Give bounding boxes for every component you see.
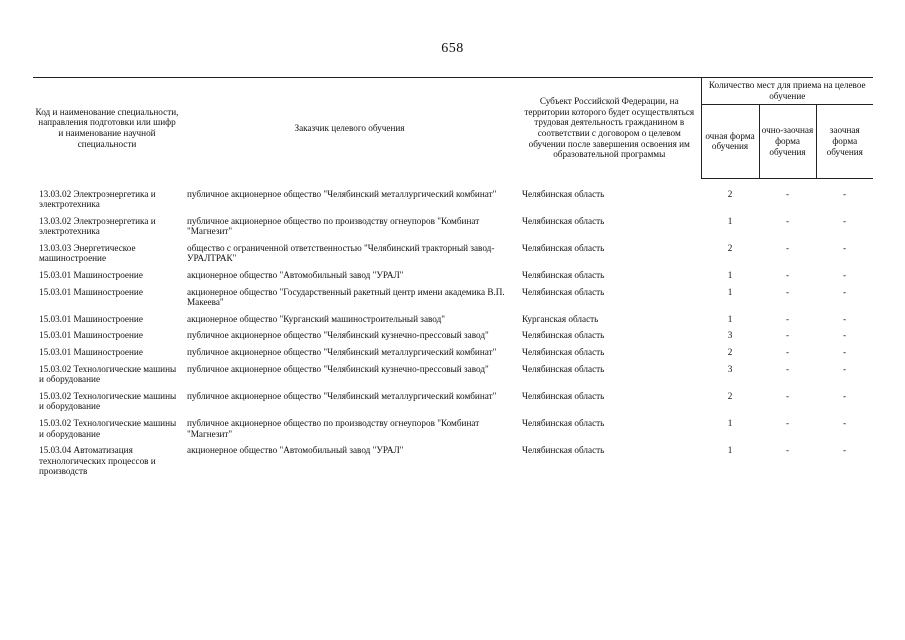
region-cell: Челябинская область <box>522 347 605 358</box>
part-time-places-cell: - <box>785 313 790 324</box>
part-time-places-cell: - <box>785 270 790 281</box>
region-cell: Челябинская область <box>522 390 605 401</box>
full-time-places-cell: 1 <box>727 215 733 226</box>
table-row <box>33 445 873 483</box>
customer-cell: публичное акционерное общество "Челябинский кузнечно-прессовый завод" <box>187 363 489 374</box>
table-row <box>33 216 873 243</box>
table-row <box>33 364 873 391</box>
region-cell: Челябинская область <box>522 418 605 428</box>
full-time-places-cell: 3 <box>727 363 733 374</box>
part-time-places-cell: - <box>785 188 790 199</box>
specialty-code-cell: 15.03.02 Технологические машины и оборудование <box>39 363 177 385</box>
part-time-places-cell: - <box>785 330 790 341</box>
page-number: 658 <box>441 41 464 56</box>
region-cell: Челябинская область <box>522 242 605 253</box>
customer-cell: публичное акционерное общество по производству огнеупоров "Комбинат "Магнезит" <box>187 215 480 237</box>
full-time-places-cell: 1 <box>727 445 733 456</box>
header-code-column: Код и наименование специальности, направления подготовки или шифр и наименование научной специальности <box>33 78 181 179</box>
customer-cell: публичное акционерное общество "Челябинский кузнечно-прессовый завод" <box>187 330 489 341</box>
customer-cell: акционерное общество "Автомобильный завод "УРАЛ" <box>187 445 404 456</box>
table-row <box>33 330 873 347</box>
part-time-places-cell: - <box>785 347 790 358</box>
correspondence-places-cell: - <box>842 347 847 358</box>
target-training-table <box>33 77 873 483</box>
correspondence-places-cell: - <box>842 242 847 253</box>
region-cell: Челябинская область <box>522 363 605 374</box>
customer-cell: акционерное общество "Государственный ракетный центр имени академика В.П. Макеева" <box>187 286 505 308</box>
part-time-places-cell: - <box>785 286 790 297</box>
table-row <box>33 189 873 216</box>
specialty-code-cell: 15.03.04 Автоматизация технологических процессов и производств <box>39 445 156 477</box>
correspondence-places-cell: - <box>842 270 847 281</box>
correspondence-places-cell: - <box>842 313 847 324</box>
correspondence-places-cell: - <box>842 390 847 401</box>
correspondence-places-cell: - <box>842 418 847 428</box>
full-time-places-cell: 1 <box>727 286 733 297</box>
correspondence-places-cell: - <box>842 286 847 297</box>
customer-cell: акционерное общество "Автомобильный завод "УРАЛ" <box>187 270 404 281</box>
region-cell: Челябинская область <box>522 270 605 281</box>
specialty-code-cell: 15.03.01 Машиностроение <box>39 347 143 358</box>
region-cell: Челябинская область <box>522 286 605 297</box>
full-time-places-cell: 2 <box>727 347 733 358</box>
correspondence-places-cell: - <box>842 445 847 456</box>
region-cell: Челябинская область <box>522 445 605 456</box>
region-cell: Курганская область <box>522 313 599 324</box>
full-time-places-cell: 2 <box>727 390 733 401</box>
specialty-code-cell: 15.03.01 Машиностроение <box>39 286 143 297</box>
correspondence-places-cell: - <box>842 363 847 374</box>
part-time-places-cell: - <box>785 215 790 226</box>
header-region-column: Субъект Российской Федерации, на территории которого будет осуществляться трудовая деятельность гражданином в соответствии с договором о целевом обучении после завершения освоения им образовательной программы <box>518 78 701 179</box>
table-row <box>33 347 873 364</box>
part-time-places-cell: - <box>785 445 790 456</box>
specialty-code-cell: 15.03.01 Машиностроение <box>39 270 143 281</box>
table-row <box>33 243 873 270</box>
table-body <box>33 178 873 483</box>
customer-cell: публичное акционерное общество "Челябинский металлургический комбинат" <box>187 347 497 358</box>
full-time-places-cell: 1 <box>727 418 733 428</box>
full-time-places-cell: 2 <box>727 188 733 199</box>
customer-cell: публичное акционерное общество "Челябинский металлургический комбинат" <box>187 188 497 199</box>
full-time-places-cell: 2 <box>727 242 733 253</box>
header-form-corr: заочная форма обучения <box>816 105 873 179</box>
header-customer-column: Заказчик целевого обучения <box>181 78 518 179</box>
region-cell: Челябинская область <box>522 188 605 199</box>
header-form-part: очно-заочная форма обучения <box>759 105 816 179</box>
specialty-code-cell: 13.03.02 Электроэнергетика и электротехника <box>39 188 156 210</box>
region-cell: Челябинская область <box>522 330 605 341</box>
table-header <box>33 78 873 179</box>
specialty-code-cell: 15.03.01 Машиностроение <box>39 330 143 341</box>
part-time-places-cell: - <box>785 418 790 428</box>
customer-cell: публичное акционерное общество по производству огнеупоров "Комбинат "Магнезит" <box>187 418 480 439</box>
header-form-full: очная форма обучения <box>701 105 759 179</box>
region-cell: Челябинская область <box>522 215 605 226</box>
part-time-places-cell: - <box>785 390 790 401</box>
full-time-places-cell: 3 <box>727 330 733 341</box>
part-time-places-cell: - <box>785 363 790 374</box>
table-row <box>33 391 873 418</box>
specialty-code-cell: 15.03.01 Машиностроение <box>39 313 143 324</box>
customer-cell: общество с ограниченной ответственностью "Челябинский тракторный завод-УРАЛТРАК" <box>187 242 495 264</box>
specialty-code-cell: 15.03.02 Технологические машины и оборудование <box>39 390 177 412</box>
table-row <box>33 314 873 331</box>
correspondence-places-cell: - <box>842 188 847 199</box>
specialty-code-cell: 13.03.03 Энергетическое машиностроение <box>39 242 136 264</box>
customer-cell: акционерное общество "Курганский машиностроительный завод" <box>187 313 446 324</box>
header-places-group: Количество мест для приема на целевое обучение <box>701 78 873 105</box>
customer-cell: публичное акционерное общество "Челябинский металлургический комбинат" <box>187 390 497 401</box>
table-row <box>33 287 873 314</box>
correspondence-places-cell: - <box>842 330 847 341</box>
table-row <box>33 418 873 445</box>
full-time-places-cell: 1 <box>727 313 733 324</box>
table-row <box>33 270 873 287</box>
full-time-places-cell: 1 <box>727 270 733 281</box>
part-time-places-cell: - <box>785 242 790 253</box>
specialty-code-cell: 15.03.02 Технологические машины и оборудование <box>39 418 177 439</box>
correspondence-places-cell: - <box>842 215 847 226</box>
specialty-code-cell: 13.03.02 Электроэнергетика и электротехника <box>39 215 156 237</box>
